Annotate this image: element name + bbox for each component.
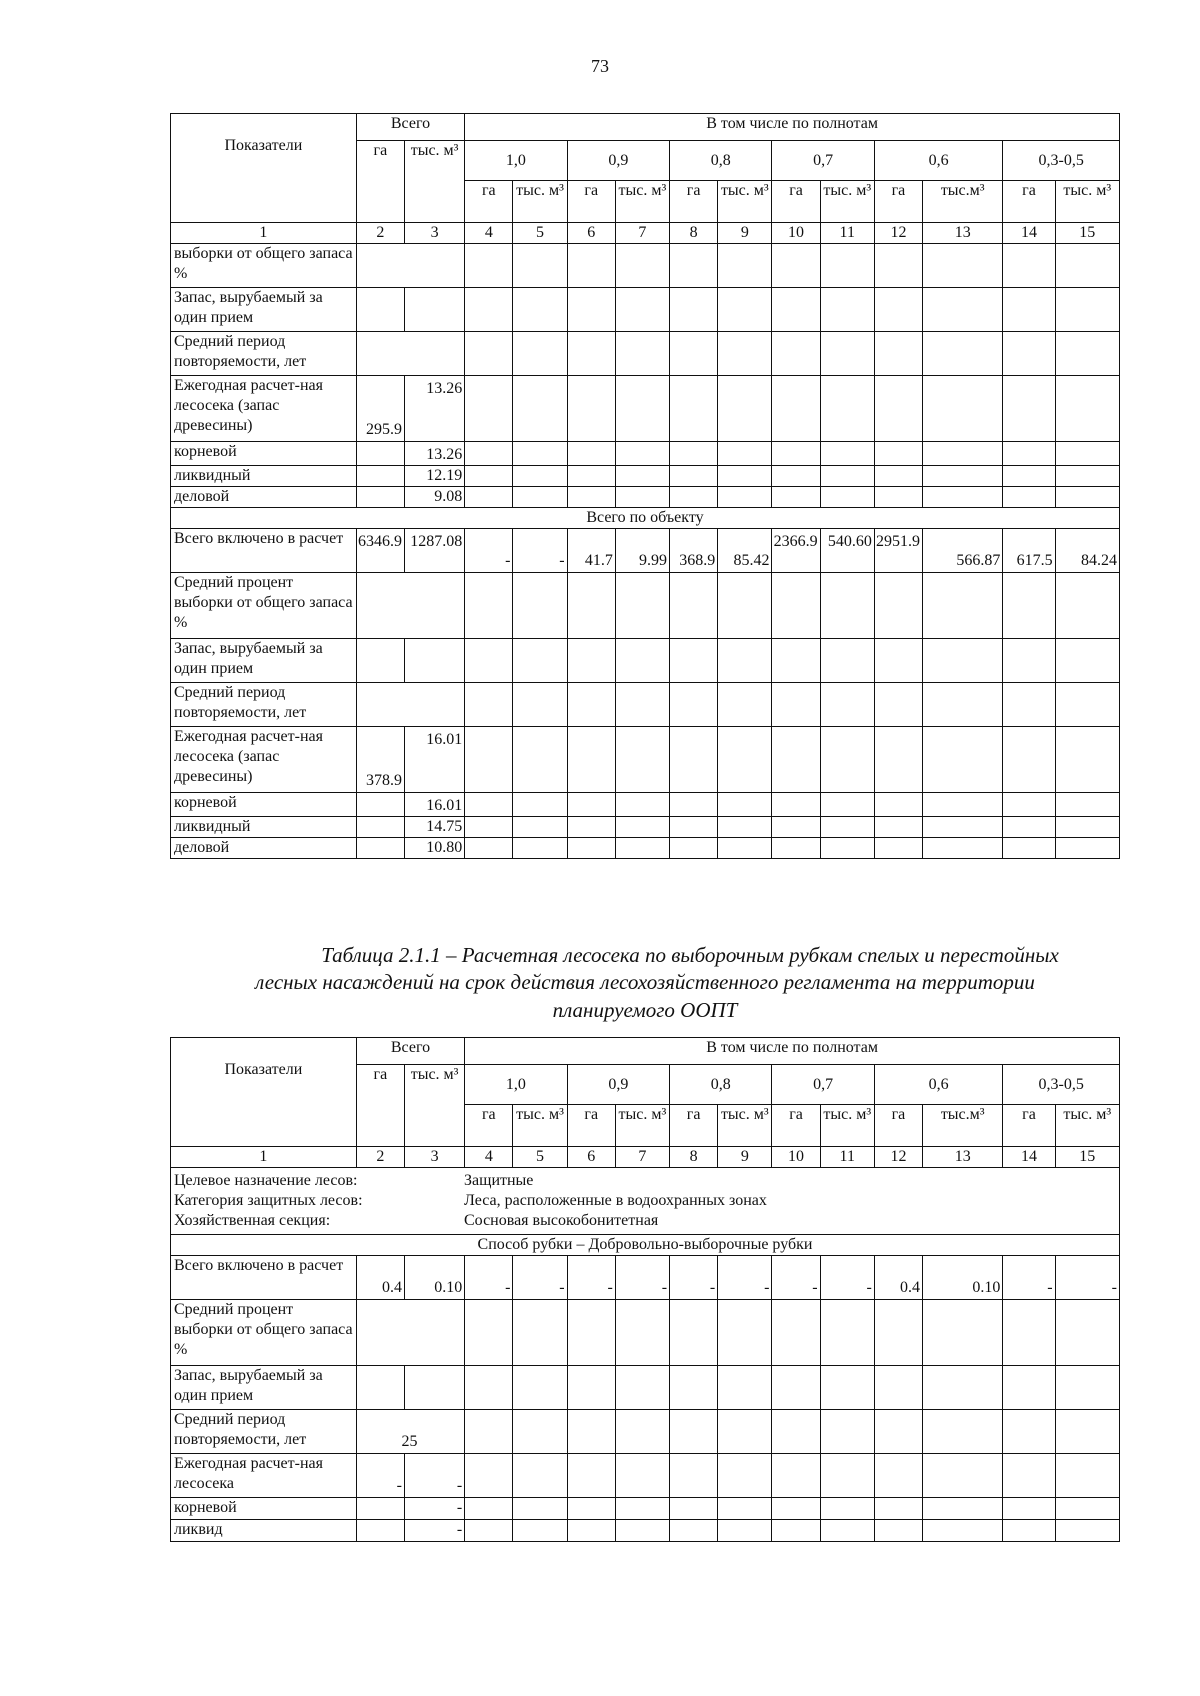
- cell-value: 14.75: [404, 817, 464, 838]
- table-caption: [170, 942, 1120, 1024]
- col-number: 11: [820, 223, 874, 244]
- cell-value: 2366.9: [772, 529, 820, 573]
- forest-table-2-1-1: [170, 1037, 1120, 1542]
- cell-value: 9.99: [615, 529, 669, 573]
- row-label: Ежегодная расчет-ная лесосека: [171, 1454, 357, 1498]
- col-number: 1: [171, 223, 357, 244]
- cell-value: 0.10: [404, 1256, 464, 1300]
- subheader-volume: тыс. м³: [1055, 181, 1119, 223]
- subheader-volume: тыс. м³: [615, 1105, 669, 1147]
- subheader-ha: га: [1003, 1105, 1055, 1147]
- col-number: 7: [615, 1147, 669, 1168]
- cell-value: 41.7: [567, 529, 615, 573]
- header-by-density: В том числе по полнотам: [465, 114, 1120, 141]
- forest-table-continued: [170, 113, 1120, 859]
- col-number: 6: [567, 1147, 615, 1168]
- row-label: выборки от общего запаса %: [171, 244, 357, 288]
- subheader-ha: га: [1003, 181, 1055, 223]
- subheader-volume: тыс. м³: [820, 1105, 874, 1147]
- col-number: 4: [465, 223, 513, 244]
- row-label: ликвид: [171, 1520, 357, 1542]
- row-label: ликвидный: [171, 466, 357, 487]
- subheader-ha: га: [772, 1105, 820, 1147]
- subheader-volume: тыс. м³: [1055, 1105, 1119, 1147]
- density-header: 0,6: [874, 1065, 1003, 1105]
- cell-value: -: [465, 529, 513, 573]
- col-number: 12: [874, 1147, 922, 1168]
- caption-line: планируемого ООПТ: [552, 997, 738, 1022]
- cell-value: 378.9: [356, 727, 404, 793]
- info-value: Защитные: [464, 1172, 534, 1189]
- cell-value: -: [356, 1454, 404, 1498]
- header-indicators: Показатели: [171, 114, 357, 223]
- subheader-volume: тыс. м³: [615, 181, 669, 223]
- density-header: 0,8: [670, 141, 772, 181]
- header-by-density: В том числе по полнотам: [465, 1038, 1120, 1065]
- subheader-volume: тыс.м³: [923, 1105, 1003, 1147]
- density-header: 0,6: [874, 141, 1003, 181]
- cell-value: 13.26: [404, 376, 464, 442]
- cell-value: 295.9: [356, 376, 404, 442]
- row-label: Средний период повторяемости, лет: [171, 683, 357, 727]
- col-number: 15: [1055, 223, 1119, 244]
- density-header: 0,8: [670, 1065, 772, 1105]
- cell-value: -: [404, 1498, 464, 1520]
- cell-value: 368.9: [670, 529, 718, 573]
- col-number: 14: [1003, 223, 1055, 244]
- col-number: 8: [670, 223, 718, 244]
- cell-value: -: [1055, 1256, 1119, 1300]
- header-total-ha: га: [356, 141, 404, 223]
- subheader-ha: га: [874, 181, 922, 223]
- header-total: Всего: [356, 114, 464, 141]
- col-number: 11: [820, 1147, 874, 1168]
- cell-value: 2951.9: [874, 529, 922, 573]
- col-number: 10: [772, 223, 820, 244]
- cell-value: -: [513, 529, 567, 573]
- cell-value: 13.26: [404, 442, 464, 466]
- cell-value: -: [615, 1256, 669, 1300]
- subheader-volume: тыс. м³: [513, 181, 567, 223]
- density-header: 0,7: [772, 1065, 874, 1105]
- info-value: Сосновая высокобонитетная: [464, 1212, 659, 1229]
- row-label: деловой: [171, 487, 357, 508]
- col-number: 15: [1055, 1147, 1119, 1168]
- density-header: 1,0: [465, 141, 567, 181]
- cell-value: -: [567, 1256, 615, 1300]
- cell-value: 16.01: [404, 793, 464, 817]
- col-number: 9: [718, 1147, 772, 1168]
- density-header: 0,9: [567, 141, 669, 181]
- col-number: 13: [923, 223, 1003, 244]
- forest-info-block: [171, 1168, 1120, 1235]
- density-header: 0,7: [772, 141, 874, 181]
- row-label: Средний процент выборки от общего запаса %: [171, 573, 357, 639]
- cell-value: 16.01: [404, 727, 464, 793]
- cell-value: 566.87: [923, 529, 1003, 573]
- cell-value: 85.42: [718, 529, 772, 573]
- subheader-ha: га: [670, 1105, 718, 1147]
- cell-value: -: [404, 1520, 464, 1542]
- col-number: 12: [874, 223, 922, 244]
- row-label: Всего включено в расчет: [171, 1256, 357, 1300]
- info-key: Категория защитных лесов:: [174, 1192, 363, 1209]
- header-indicators: Показатели: [171, 1038, 357, 1147]
- subheader-volume: тыс. м³: [718, 181, 772, 223]
- row-label: Запас, вырубаемый за один прием: [171, 1366, 357, 1410]
- cell-value: 84.24: [1055, 529, 1119, 573]
- density-header: 0,9: [567, 1065, 669, 1105]
- col-number: 8: [670, 1147, 718, 1168]
- row-label: Средний период повторяемости, лет: [171, 1410, 357, 1454]
- row-label: корневой: [171, 1498, 357, 1520]
- cell-value: 12.19: [404, 466, 464, 487]
- cell-value: 9.08: [404, 487, 464, 508]
- col-number: 10: [772, 1147, 820, 1168]
- info-key: Хозяйственная секция:: [174, 1212, 331, 1229]
- cell: [356, 244, 464, 288]
- density-header: 0,3-0,5: [1003, 1065, 1120, 1105]
- cell-value: 0.4: [874, 1256, 922, 1300]
- density-header: 1,0: [465, 1065, 567, 1105]
- subheader-volume: тыс.м³: [923, 181, 1003, 223]
- row-label: ликвидный: [171, 817, 357, 838]
- cutting-method: Способ рубки – Добровольно-выборочные рубки: [171, 1235, 1120, 1256]
- row-label: деловой: [171, 838, 357, 859]
- row-label: Средний период повторяемости, лет: [171, 332, 357, 376]
- info-key: Целевое назначение лесов:: [174, 1172, 358, 1189]
- col-number: 4: [465, 1147, 513, 1168]
- row-label: Запас, вырубаемый за один прием: [171, 639, 357, 683]
- cell-value: -: [513, 1256, 567, 1300]
- page-number: 73: [591, 56, 609, 76]
- col-number: 7: [615, 223, 669, 244]
- cell-value: -: [1003, 1256, 1055, 1300]
- cell-value: -: [820, 1256, 874, 1300]
- cell-value: -: [465, 1256, 513, 1300]
- cell-value: -: [404, 1454, 464, 1498]
- row-label: Всего включено в расчет: [171, 529, 357, 573]
- col-number: 2: [356, 1147, 404, 1168]
- section-title: Всего по объекту: [171, 508, 1120, 529]
- row-label: Ежегодная расчет-ная лесосека (запас древесины): [171, 727, 357, 793]
- col-number: 6: [567, 223, 615, 244]
- col-number: 13: [923, 1147, 1003, 1168]
- caption-line: лесных насаждений на срок действия лесохозяйственного регламента на территории: [255, 970, 1035, 995]
- col-number: 1: [171, 1147, 357, 1168]
- cell-value: 6346.9: [356, 529, 404, 573]
- subheader-volume: тыс. м³: [513, 1105, 567, 1147]
- cell-value: 0.10: [923, 1256, 1003, 1300]
- cell-value: 25: [356, 1410, 464, 1454]
- subheader-ha: га: [567, 181, 615, 223]
- header-total-volume: тыс. м³: [404, 141, 464, 223]
- header-total-ha: га: [356, 1065, 404, 1147]
- subheader-ha: га: [465, 1105, 513, 1147]
- subheader-volume: тыс. м³: [820, 181, 874, 223]
- subheader-ha: га: [465, 181, 513, 223]
- col-number: 3: [404, 1147, 464, 1168]
- row-label: Запас, вырубаемый за один прием: [171, 288, 357, 332]
- subheader-ha: га: [772, 181, 820, 223]
- col-number: 2: [356, 223, 404, 244]
- row-label: Средний процент выборки от общего запаса %: [171, 1300, 357, 1366]
- header-total: Всего: [356, 1038, 464, 1065]
- cell-value: 1287.08: [404, 529, 464, 573]
- cell-value: 0.4: [356, 1256, 404, 1300]
- cell-value: 10.80: [404, 838, 464, 859]
- cell-value: 617.5: [1003, 529, 1055, 573]
- col-number: 3: [404, 223, 464, 244]
- row-label: корневой: [171, 442, 357, 466]
- col-number: 9: [718, 223, 772, 244]
- row-label: корневой: [171, 793, 357, 817]
- header-total-volume: тыс. м³: [404, 1065, 464, 1147]
- info-value: Леса, расположенные в водоохранных зонах: [464, 1192, 767, 1209]
- cell-value: -: [772, 1256, 820, 1300]
- col-number: 5: [513, 1147, 567, 1168]
- caption-line: Таблица 2.1.1 – Расчетная лесосека по выборочным рубкам спелых и перестойных: [321, 943, 1059, 967]
- col-number: 5: [513, 223, 567, 244]
- cell-value: 540.60: [820, 529, 874, 573]
- density-header: 0,3-0,5: [1003, 141, 1120, 181]
- col-number: 14: [1003, 1147, 1055, 1168]
- cell-value: -: [718, 1256, 772, 1300]
- subheader-ha: га: [670, 181, 718, 223]
- cell-value: -: [670, 1256, 718, 1300]
- subheader-ha: га: [874, 1105, 922, 1147]
- row-label: Ежегодная расчет-ная лесосека (запас древесины): [171, 376, 357, 442]
- subheader-ha: га: [567, 1105, 615, 1147]
- subheader-volume: тыс. м³: [718, 1105, 772, 1147]
